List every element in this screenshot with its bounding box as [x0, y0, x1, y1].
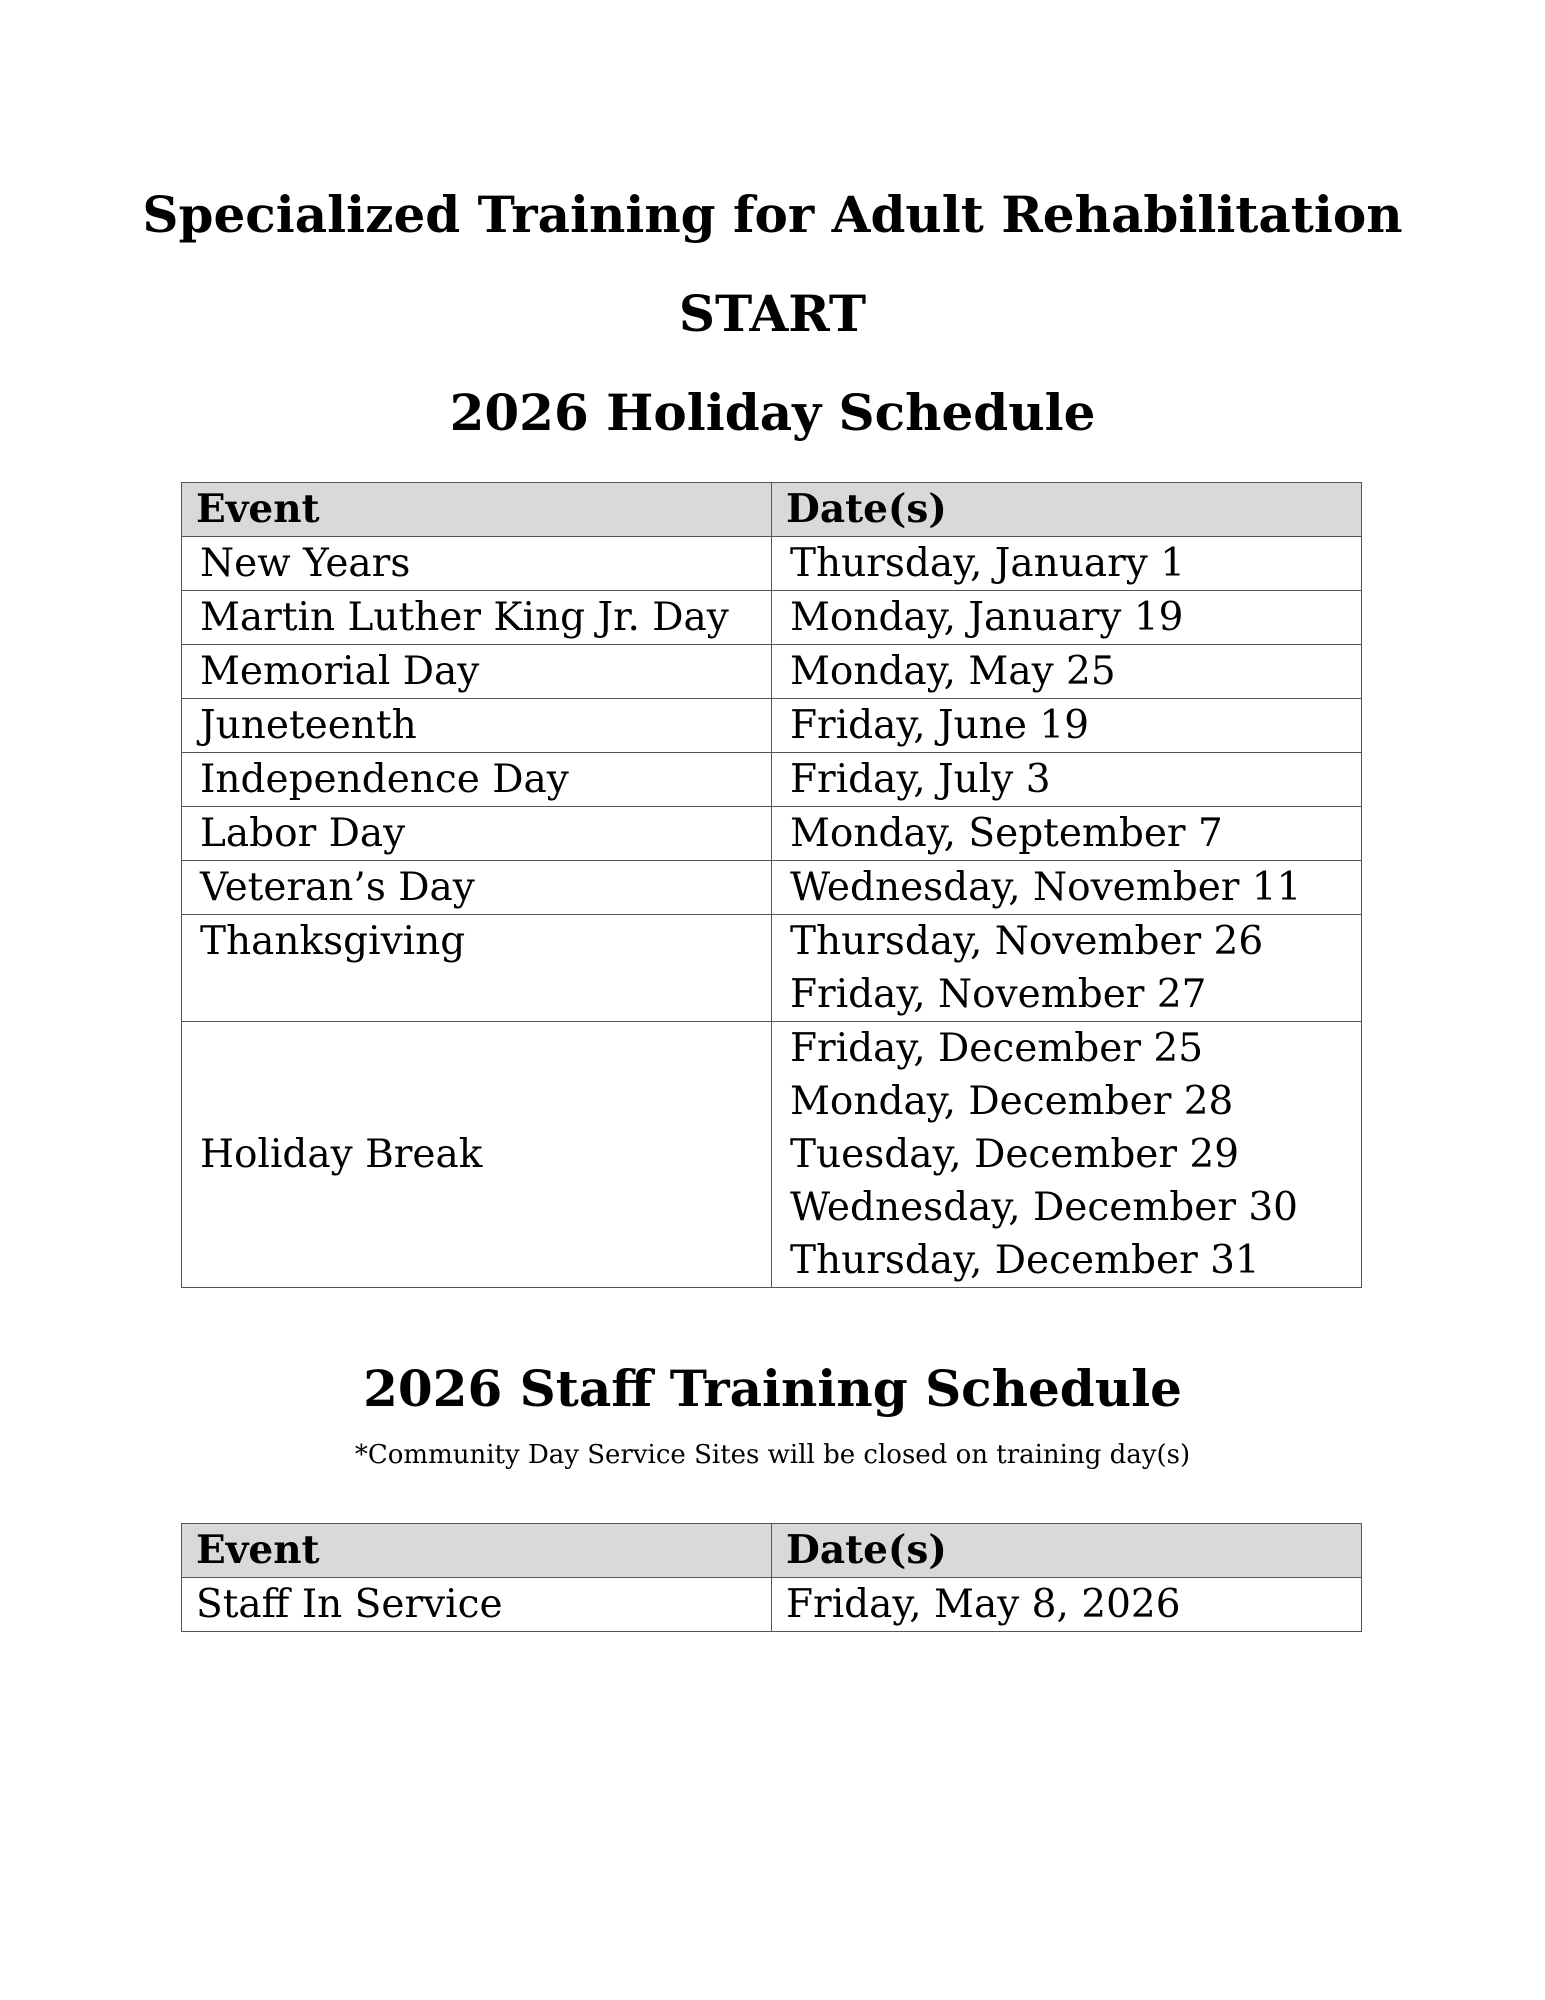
event-cell: Holiday Break [182, 1022, 772, 1288]
date-cell: Monday, January 19 [772, 591, 1362, 645]
table-header-row [182, 483, 1362, 537]
table-row [182, 753, 1362, 807]
table-header-row [182, 1524, 1362, 1578]
holiday-schedule-title: 2026 Holiday Schedule [449, 383, 1096, 442]
column-header-dates: Date(s) [772, 483, 1362, 537]
table-row [182, 591, 1362, 645]
date-cell: Friday, May 8, 2026 [772, 1578, 1362, 1632]
table-row [182, 915, 1362, 1022]
program-title: START [678, 284, 867, 343]
event-cell: New Years [182, 537, 772, 591]
date-line: Tuesday, December 29 [790, 1132, 1240, 1177]
event-cell: Staff In Service [182, 1578, 772, 1632]
date-line: Friday, December 25 [790, 1026, 1204, 1071]
column-header-event: Event [182, 1524, 772, 1578]
date-cell [772, 915, 1362, 1022]
table-row [182, 537, 1362, 591]
table-row [182, 699, 1362, 753]
table-row [182, 1022, 1362, 1288]
training-note: *Community Day Service Sites will be closed on training day(s) [354, 1440, 1191, 1470]
event-cell: Veteran’s Day [182, 861, 772, 915]
date-cell: Wednesday, November 11 [772, 861, 1362, 915]
column-header-event: Event [182, 483, 772, 537]
date-line: Thursday, November 26 [790, 919, 1264, 964]
date-line: Wednesday, December 30 [790, 1185, 1298, 1230]
date-line: Monday, December 28 [790, 1079, 1234, 1124]
date-line: Friday, November 27 [790, 972, 1207, 1017]
training-schedule-table [181, 1523, 1362, 1632]
event-cell: Independence Day [182, 753, 772, 807]
training-schedule-title: 2026 Staff Training Schedule [363, 1359, 1182, 1418]
date-cell: Monday, September 7 [772, 807, 1362, 861]
date-cell: Thursday, January 1 [772, 537, 1362, 591]
event-cell: Memorial Day [182, 645, 772, 699]
event-cell: Juneteenth [182, 699, 772, 753]
table-row [182, 861, 1362, 915]
event-cell: Martin Luther King Jr. Day [182, 591, 772, 645]
date-cell: Monday, May 25 [772, 645, 1362, 699]
date-line: Thursday, December 31 [790, 1238, 1260, 1283]
holiday-schedule-table [181, 482, 1362, 1288]
date-cell [772, 1022, 1362, 1288]
event-cell: Thanksgiving [182, 915, 772, 1022]
date-cell: Friday, July 3 [772, 753, 1362, 807]
table-row [182, 645, 1362, 699]
event-cell: Labor Day [182, 807, 772, 861]
column-header-dates: Date(s) [772, 1524, 1362, 1578]
date-cell: Friday, June 19 [772, 699, 1362, 753]
org-title: Specialized Training for Adult Rehabilitation [142, 185, 1403, 244]
table-row [182, 807, 1362, 861]
table-row [182, 1578, 1362, 1632]
